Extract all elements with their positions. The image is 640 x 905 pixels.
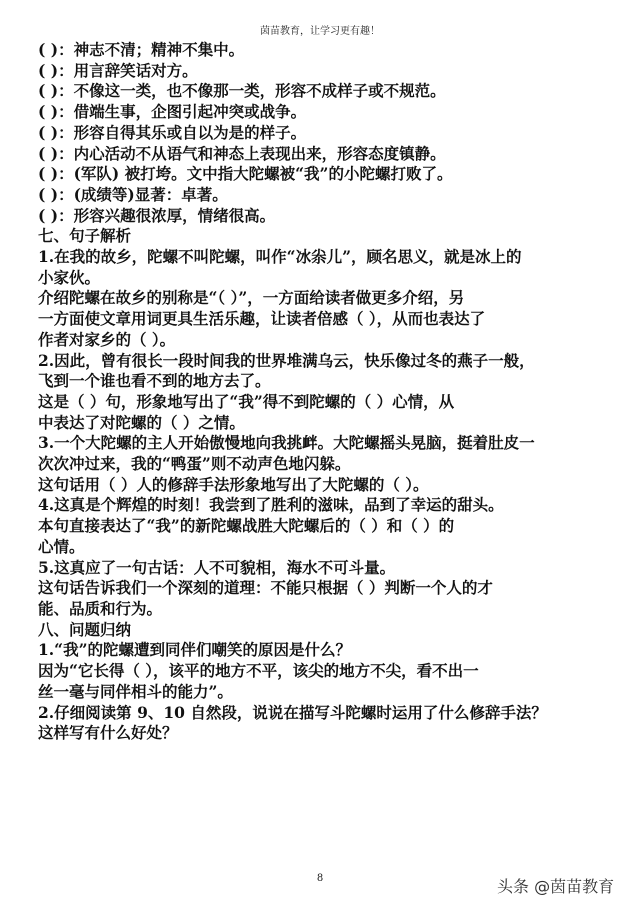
question-line: 飞到一个谁也看不到的地方去了。	[38, 371, 271, 391]
answer-line: 本句直接表达了“我”的新陀螺战胜大陀螺后的（ ）和（ ）的	[38, 516, 455, 536]
vocab-line: ( )：形容自得其乐或自以为是的样子。	[38, 122, 307, 142]
question-line: 2.因此，曾有很长一段时间我的世界堆满乌云，快乐像过冬的燕子一般，	[38, 350, 535, 370]
vocab-line: ( )：形容兴趣很浓厚，情绪很高。	[38, 205, 276, 225]
document-body	[38, 40, 606, 744]
question-line: 这样写有什么好处？	[38, 723, 178, 743]
question-line: 5.这真应了一句古话：人不可貌相，海水不可斗量。	[38, 557, 396, 577]
page-number: 8	[316, 873, 324, 884]
answer-line: 介绍陀螺在故乡的别称是“（ ）”，一方面给读者做更多介绍，另	[38, 288, 465, 308]
vocab-line: ( )：神志不清；精神不集中。	[38, 40, 245, 59]
answer-line: 因为“它长得（ ），该平的地方不平，该尖的地方不尖，看不出一	[38, 661, 479, 681]
vocab-line: ( )：(成绩等)显著：卓著。	[38, 184, 228, 204]
vocab-line: ( )：内心活动不从语气和神态上表现出来，形容态度镇静。	[38, 143, 446, 163]
question-line: 1.“我”的陀螺遭到同伴们嘲笑的原因是什么？	[38, 640, 352, 660]
watermark: 头条 @茵苗教育	[497, 877, 615, 896]
answer-line: 能、品质和行为。	[38, 598, 163, 618]
answer-line: 丝一毫与同伴相斗的能力”。	[38, 681, 233, 701]
answer-line: 这是（ ）句，形象地写出了“我”得不到陀螺的（ ）心情，从	[38, 391, 455, 411]
question-line: 小家伙。	[38, 267, 101, 287]
answer-line: 这句话用（ ）人的修辞手法形象地写出了大陀螺的（ ）。	[38, 474, 429, 494]
question-line: 2.仔细阅读第 9、10 自然段，说说在描写斗陀螺时运用了什么修辞手法？	[38, 702, 547, 722]
question-line: 次次冲过来，我的“鸭蛋”则不动声色地闪躲。	[38, 454, 351, 474]
question-line: 1.在我的故乡，陀螺不叫陀螺，叫作“冰尜儿”，顾名思义，就是冰上的	[38, 247, 522, 267]
question-line: 3.一个大陀螺的主人开始傲慢地向我挑衅。大陀螺摇头晃脑，挺着肚皮一	[38, 433, 535, 453]
answer-line: 心情。	[38, 536, 85, 556]
answer-line: 作者对家乡的（ ）。	[38, 329, 176, 349]
vocab-line: ( )：不像这一类，也不像那一类，形容不成样子或不规范。	[38, 81, 446, 101]
vocab-line: ( )：借端生事，企图引起冲突或战争。	[38, 102, 307, 122]
answer-line: 这句话告诉我们一个深刻的道理：不能只根据（ ）判断一个人的才	[38, 578, 493, 598]
section-heading: 八、问题归纳	[38, 619, 132, 639]
question-line: 4.这真是个辉煌的时刻！我尝到了胜利的滋味，品到了幸运的甜头。	[38, 495, 504, 515]
answer-line: 中表达了对陀螺的（ ）之情。	[38, 412, 245, 432]
vocab-line: ( )：(军队) 被打垮。文中指大陀螺被“我”的小陀螺打败了。	[38, 164, 453, 184]
page-header: 茵苗教育，让学习更有趣！	[260, 26, 380, 37]
vocab-line: ( )：用言辞笑话对方。	[38, 60, 198, 80]
answer-line: 一方面使文章用词更具生活乐趣，让读者倍感（ ），从而也表达了	[38, 309, 486, 329]
section-heading: 七、句子解析	[38, 226, 132, 246]
